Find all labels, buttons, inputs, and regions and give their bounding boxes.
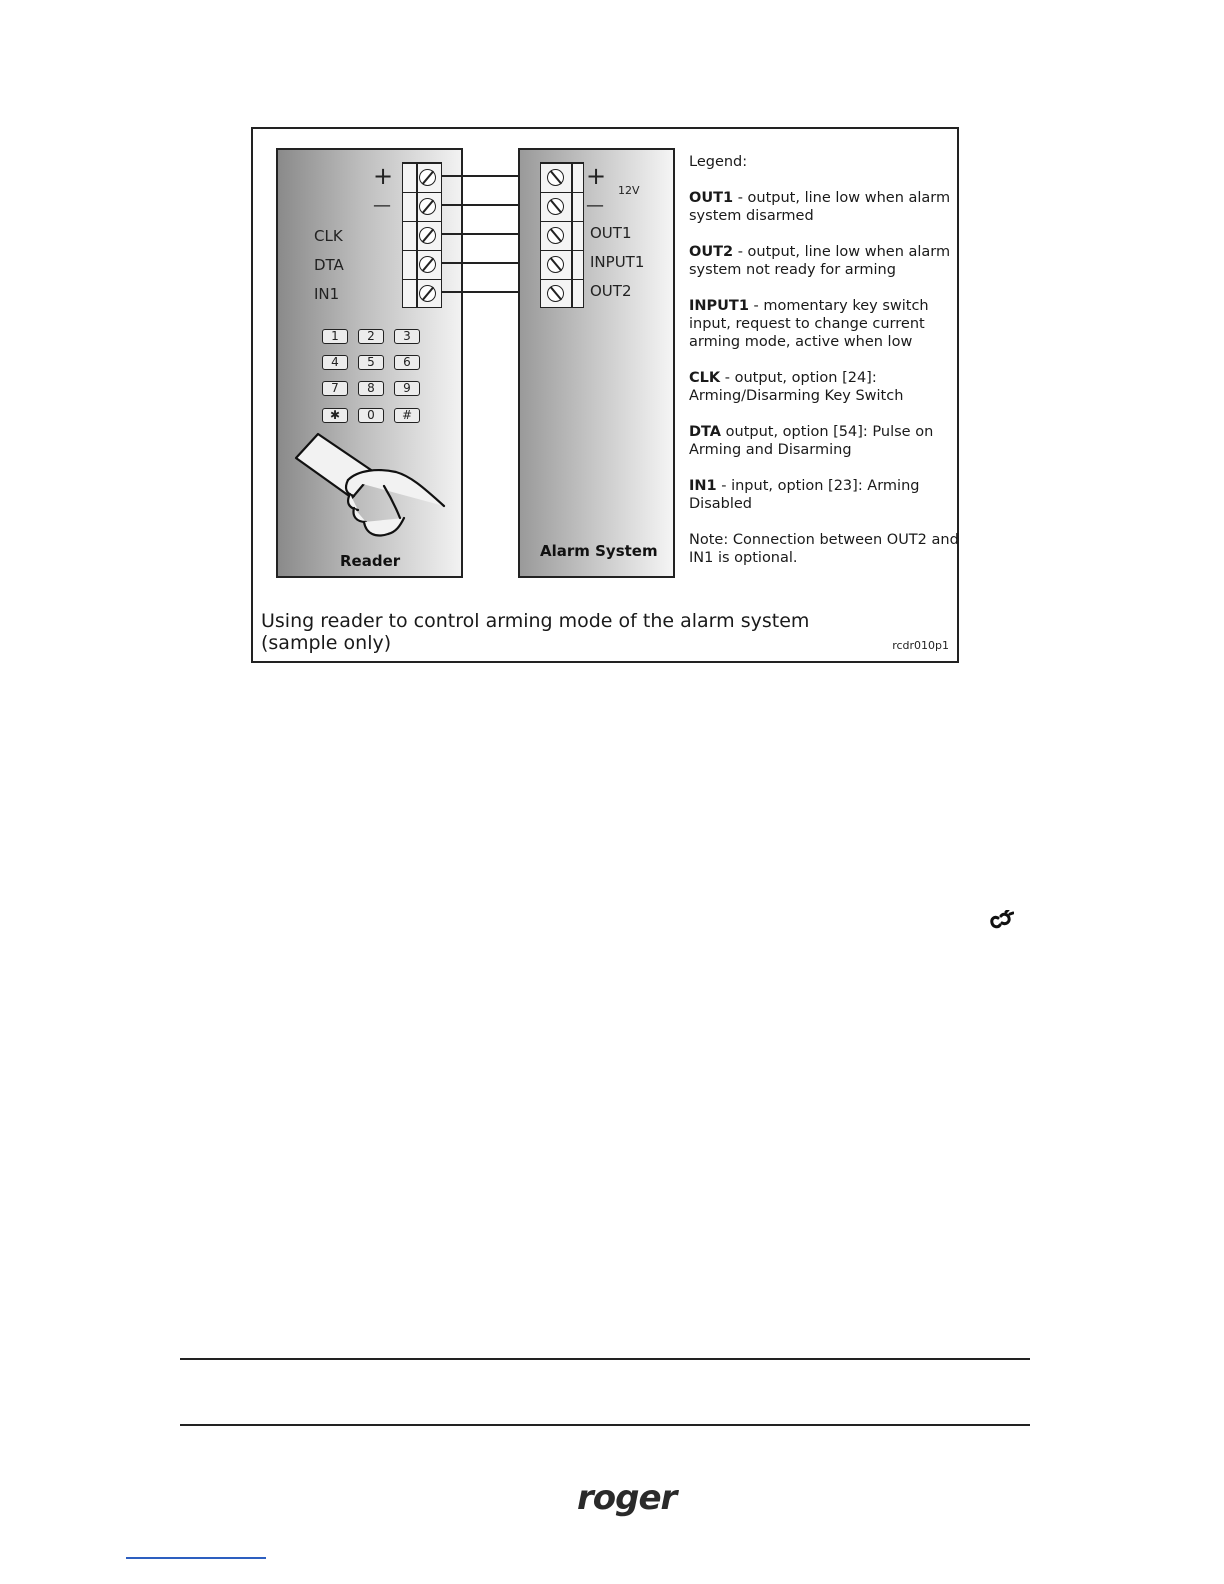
- keypad-key-7: 7: [322, 381, 348, 396]
- alarm-terminal-block: [540, 162, 584, 308]
- wiring-diagram: [251, 127, 959, 663]
- legend-item-input1: INPUT1 - momentary key switch input, request to change current arming mode, active when low: [689, 298, 929, 350]
- reader-minus-label: —: [373, 195, 391, 216]
- alarm-voltage-label: 12V: [618, 184, 640, 197]
- legend-item-in1: IN1 - input, option [23]: Arming Disabled: [689, 478, 920, 512]
- footer-link-underline[interactable]: [126, 1557, 266, 1559]
- reader-title: Reader: [340, 552, 401, 570]
- footer-rule-top: [180, 1358, 1030, 1360]
- screw-icon: [419, 227, 436, 244]
- keypad-key-9: 9: [394, 381, 420, 396]
- keypad-key-2: 2: [358, 329, 384, 344]
- screw-icon: [419, 285, 436, 302]
- alarm-terminal-out1-label: OUT1: [590, 224, 632, 242]
- keypad-key-3: 3: [394, 329, 420, 344]
- keypad-key-4: 4: [322, 355, 348, 370]
- alarm-terminal-out2-label: OUT2: [590, 282, 632, 300]
- alarm-system-title: Alarm System: [540, 542, 658, 560]
- legend-note: Note: Connection between OUT2 and IN1 is optional.: [689, 532, 959, 566]
- roger-logo: roger: [577, 1478, 677, 1518]
- legend-item-dta: DTA output, option [54]: Pulse on Arming and Disarming: [689, 424, 934, 458]
- alarm-minus-label: —: [586, 195, 604, 216]
- reader-plus-label: +: [373, 162, 394, 190]
- keypad-key-hash: #: [394, 408, 420, 423]
- screw-icon: [547, 227, 564, 244]
- screw-icon: [547, 198, 564, 215]
- screw-icon: [419, 169, 436, 186]
- alarm-terminal-input1-label: INPUT1: [590, 253, 645, 271]
- reader-terminal-dta-label: DTA: [314, 256, 344, 274]
- reader-terminal-in1-label: IN1: [314, 285, 340, 303]
- hand-card-icon: [292, 430, 452, 550]
- legend-item-out2: OUT2 - output, line low when alarm system not ready for arming: [689, 244, 951, 278]
- legend-heading: Legend:: [689, 154, 748, 170]
- screw-icon: [419, 256, 436, 273]
- diagram-id: rcdr010p1: [892, 639, 949, 652]
- screw-icon: [547, 256, 564, 273]
- screw-icon: [419, 198, 436, 215]
- reader-terminal-block: [402, 162, 442, 308]
- screw-icon: [547, 169, 564, 186]
- legend-item-clk: CLK - output, option [24]: Arming/Disarming Key Switch: [689, 370, 904, 404]
- alarm-system-panel: [518, 148, 675, 578]
- caption-line-1: Using reader to control arming mode of the alarm system: [261, 610, 810, 632]
- keypad-key-8: 8: [358, 381, 384, 396]
- alarm-plus-label: +: [586, 162, 607, 190]
- keypad-key-1: 1: [322, 329, 348, 344]
- keypad-key-5: 5: [358, 355, 384, 370]
- footer-rule-bottom: [180, 1424, 1030, 1426]
- broken-link-icon: [988, 910, 1014, 932]
- caption-line-2: (sample only): [261, 632, 392, 654]
- diagram-caption: [261, 610, 809, 654]
- legend: [689, 153, 959, 585]
- reader-panel: [276, 148, 463, 578]
- reader-terminal-clk-label: CLK: [314, 227, 343, 245]
- keypad-key-star: ✱: [322, 408, 348, 423]
- screw-icon: [547, 285, 564, 302]
- keypad-key-6: 6: [394, 355, 420, 370]
- keypad-key-0: 0: [358, 408, 384, 423]
- legend-item-out1: OUT1 - output, line low when alarm system disarmed: [689, 190, 951, 224]
